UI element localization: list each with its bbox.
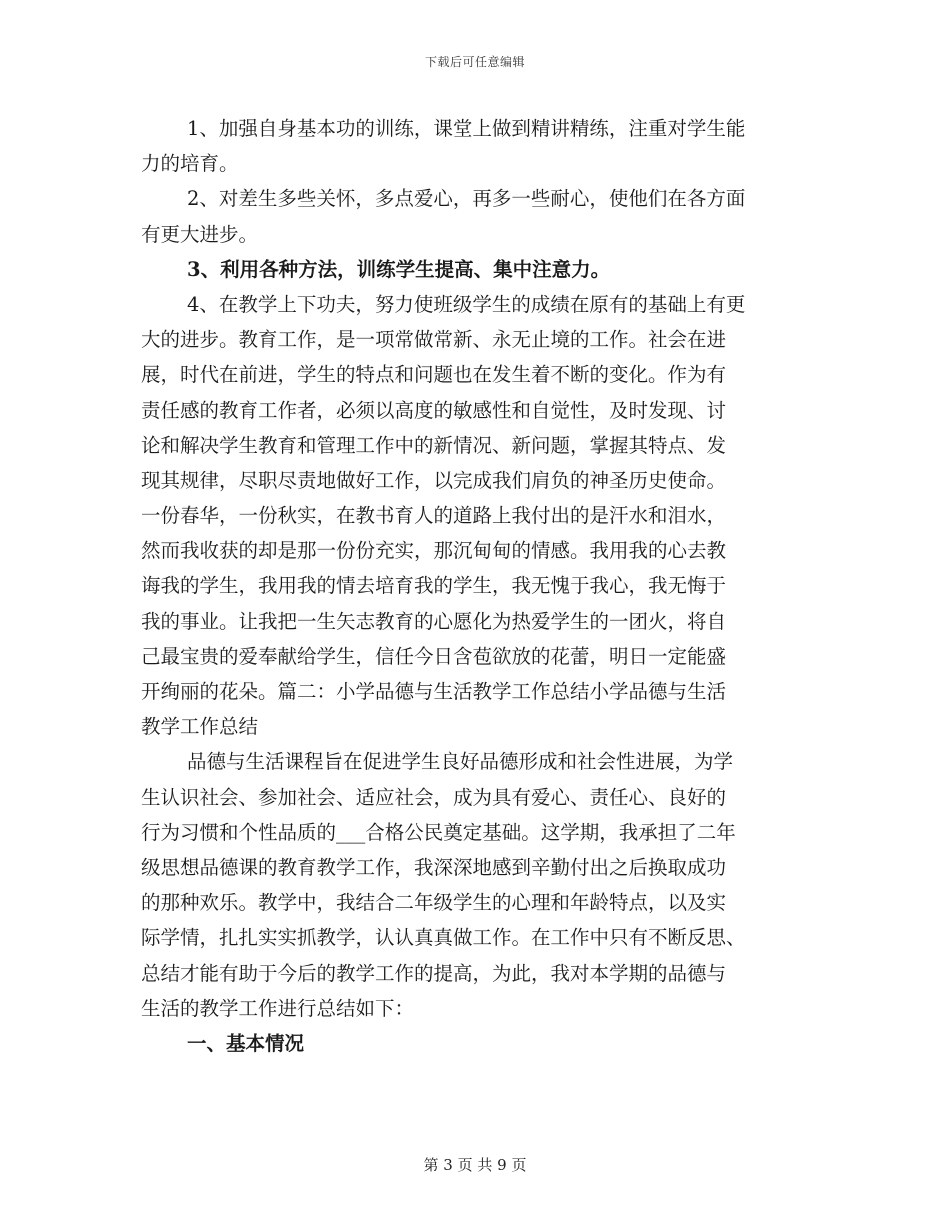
text-line-6: 4、在教学上下功夫，努力使班级学生的成绩在原有的基础上有更 <box>187 292 746 316</box>
text-line-17: 开绚丽的花朵。篇二：小学品德与生活教学工作总结小学品德与生活 <box>141 680 727 703</box>
text-line-22: 级思想品德课的教育教学工作，我深深地感到辛勤付出之后换取成功 <box>141 855 727 879</box>
text-line-24: 际学情，扎扎实实抓教学，认认真真做工作。在工作中只有不断反思、 <box>141 926 746 950</box>
text-line-16: 己最宝贵的爱奉献给学生，信任今日含苞欲放的花蕾，明日一定能盛 <box>141 644 727 668</box>
text-line-2: 力的培育。 <box>141 152 239 176</box>
text-line-9: 责任感的教育工作者，必须以高度的敏感性和自觉性，及时发现、讨 <box>141 398 727 422</box>
text-line-19: 品德与生活课程旨在促进学生良好品德形成和社会性进展，为学 <box>187 750 734 774</box>
text-line-11: 现其规律，尽职尽责地做好工作，以完成我们肩负的神圣历史使命。 <box>141 468 727 492</box>
text-line-7: 大的进步。教育工作，是一项常做常新、永无止境的工作。社会在进 <box>141 328 727 352</box>
text-line-8: 展，时代在前进，学生的特点和问题也在发生着不断的变化。作为有 <box>141 363 727 387</box>
text-line-14: 诲我的学生，我用我的情去培育我的学生，我无愧于我心，我无悔于 <box>141 574 727 598</box>
text-line-20: 生认识社会、参加社会、适应社会，成为具有爱心、责任心、良好的 <box>141 785 727 809</box>
text-line-1: 1、加强自身基本功的训练，课堂上做到精讲精练，注重对学生能 <box>187 117 746 140</box>
text-line-23: 的那种欢乐。教学中，我结合二年级学生的心理和年龄特点，以及实 <box>141 891 727 915</box>
text-line-26: 生活的教学工作进行总结如下： <box>141 996 415 1020</box>
section-heading: 一、基本情况 <box>187 1031 305 1055</box>
page-footer: 第 3 页 共 9 页 <box>423 1156 527 1174</box>
text-line-12: 一份春华，一份秋实，在教书育人的道路上我付出的是汗水和泪水， <box>141 504 727 528</box>
text-line-5: 3、利用各种方法，训练学生提高、集中注意力。 <box>187 257 611 281</box>
text-line-25: 总结才能有助于今后的教学工作的提高，为此，我对本学期的品德与 <box>141 961 727 985</box>
text-line-15: 我的事业。让我把一生矢志教育的心愿化为热爱学生的一团火，将自 <box>141 609 727 633</box>
text-line-13: 然而我收获的却是那一份份充实，那沉甸甸的情感。我用我的心去教 <box>141 539 727 563</box>
text-line-3: 2、对差生多些关怀，多点爱心，再多一些耐心，使他们在各方面 <box>187 187 746 211</box>
page-header: 下载后可任意编辑 <box>424 55 525 69</box>
text-line-21: 行为习惯和个性品质的___合格公民奠定基础。这学期，我承担了二年 <box>141 820 736 844</box>
text-line-10: 论和解决学生教育和管理工作中的新情况、新问题，掌握其特点、发 <box>141 433 727 457</box>
text-line-4: 有更大进步。 <box>141 222 259 246</box>
text-line-18: 教学工作总结 <box>141 715 259 739</box>
document-body <box>141 111 811 1061</box>
